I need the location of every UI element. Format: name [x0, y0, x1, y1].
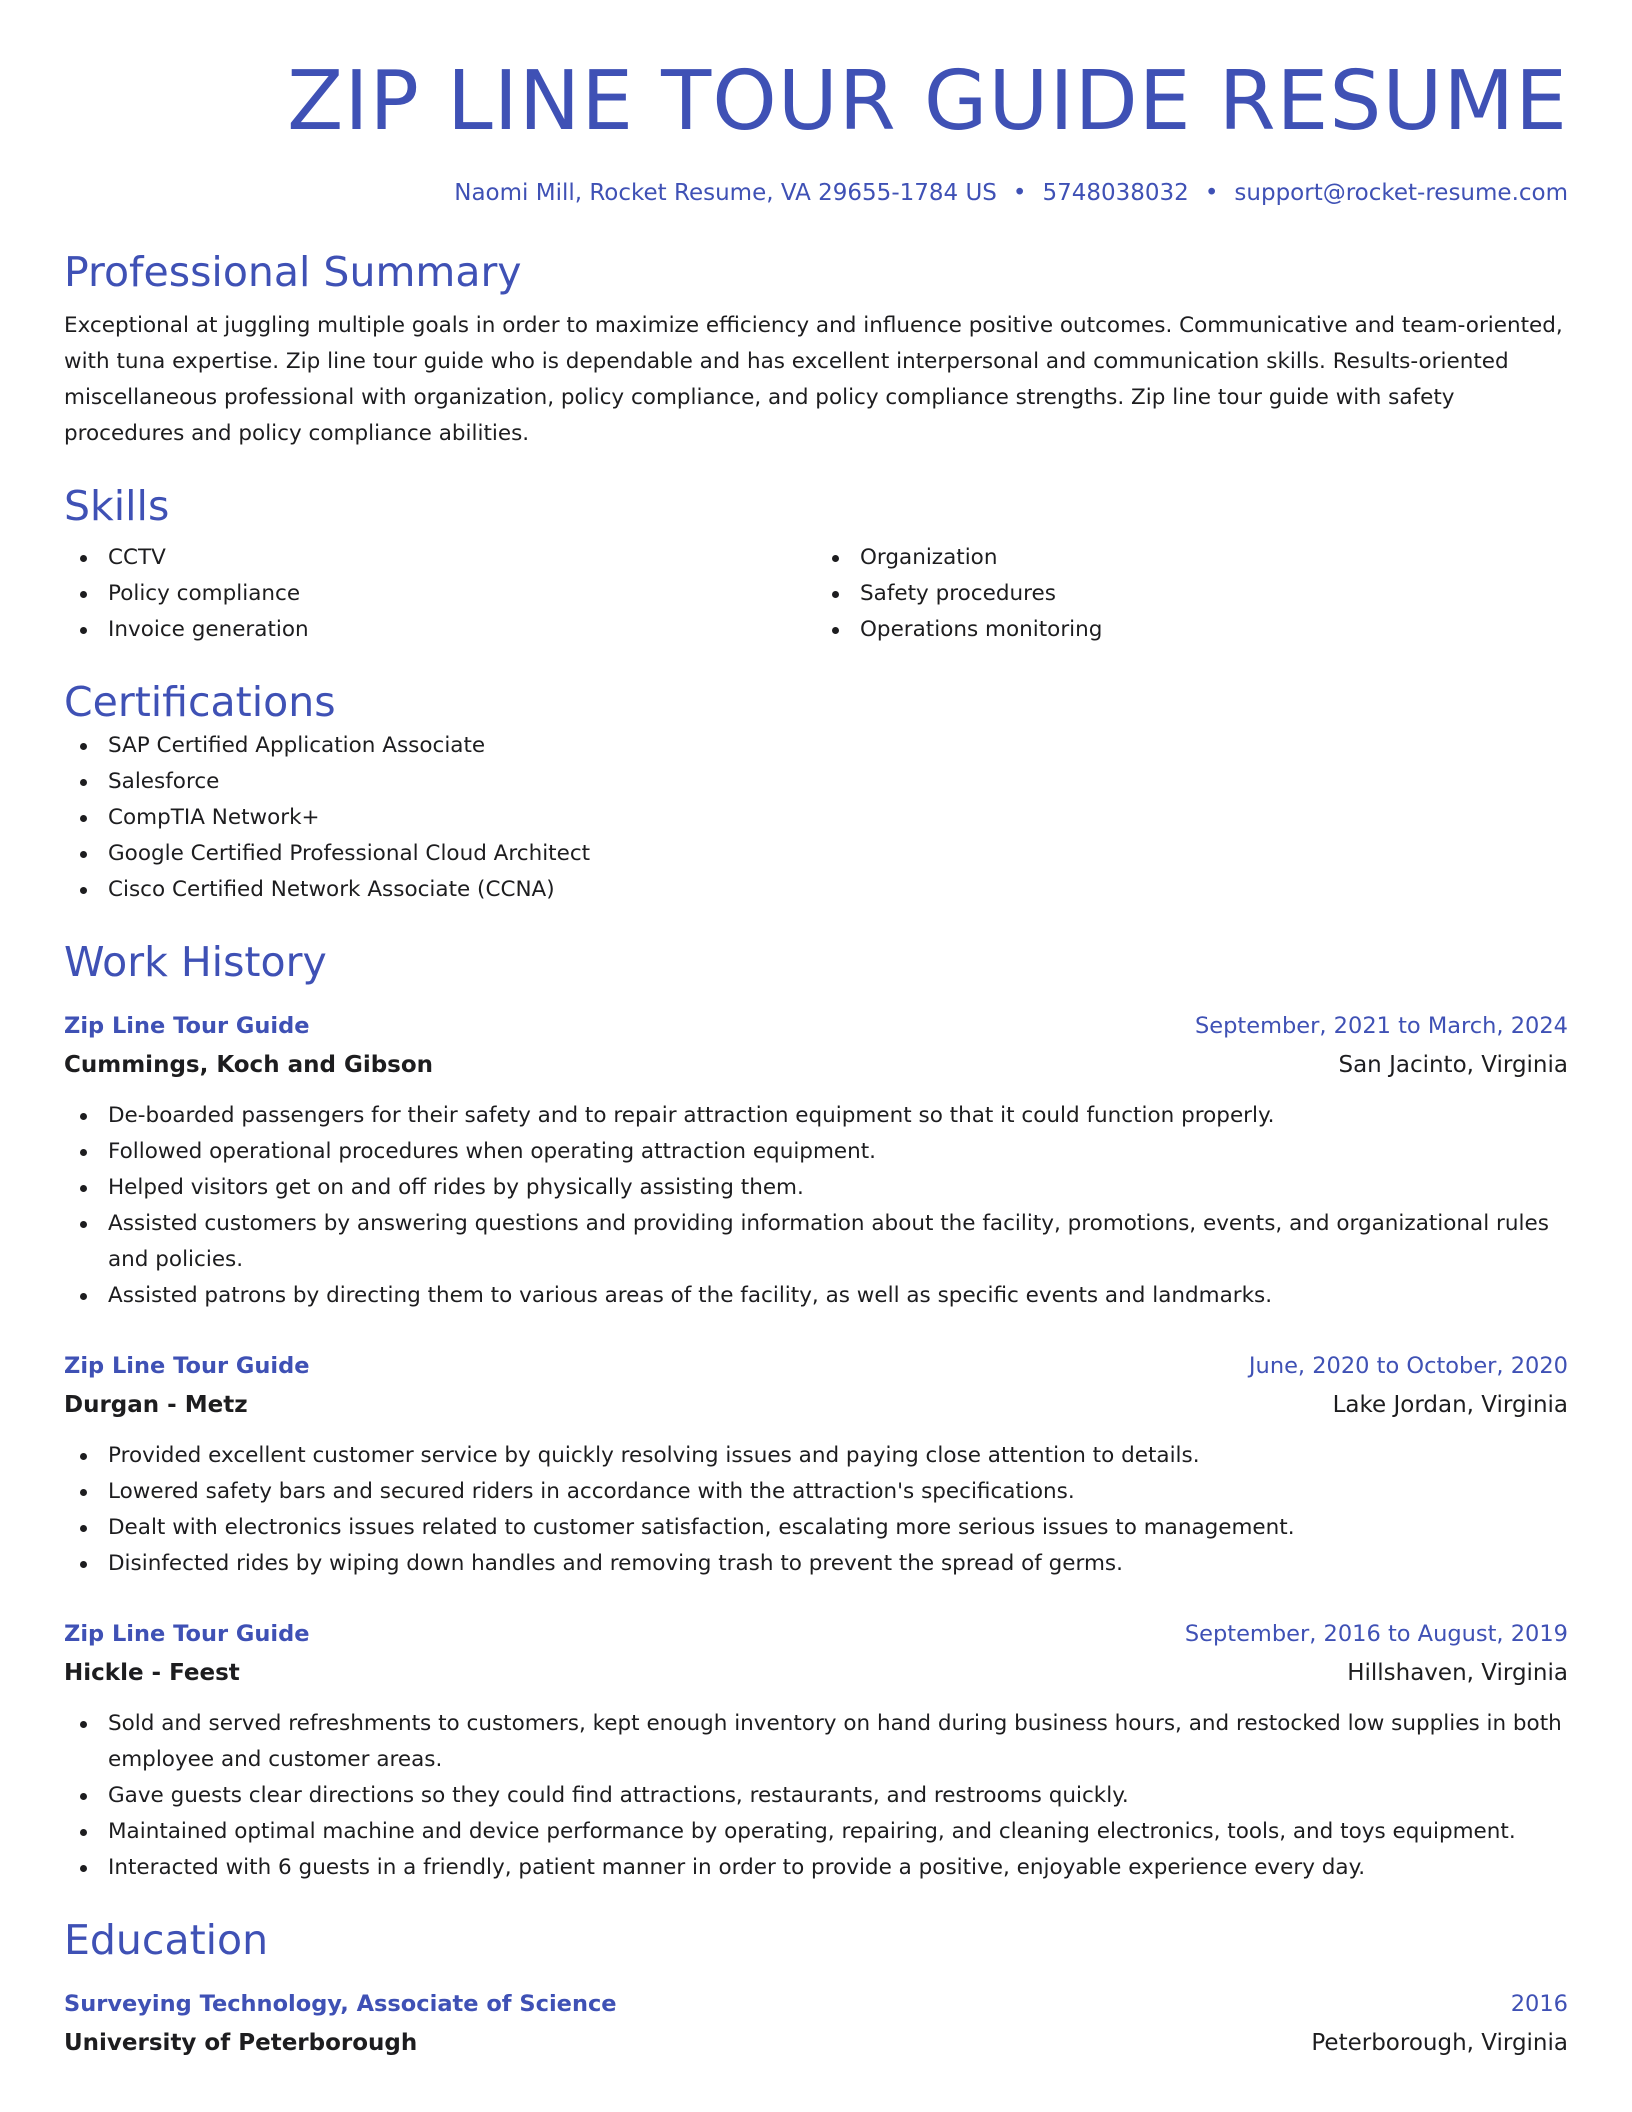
- job-title-row: [64, 1006, 1568, 1046]
- education-entry: [64, 1984, 1568, 2062]
- job-dates: September, 2016 to August, 2019: [1184, 1621, 1568, 1647]
- job-title-row: [64, 1614, 1568, 1654]
- job-entry: [64, 1346, 1568, 1582]
- job-duties-list: [64, 1438, 1568, 1582]
- job-title: Zip Line Tour Guide: [64, 1013, 310, 1039]
- summary-heading: Professional Summary: [64, 248, 522, 296]
- work-history-section: [64, 936, 1568, 1886]
- job-duty-item: De-boarded passengers for their safety and to repair attraction equipment so that it could function properly.: [64, 1098, 1568, 1134]
- skills-heading: Skills: [64, 482, 170, 530]
- skill-item: Organization: [816, 540, 1568, 576]
- certification-item: CompTIA Network+: [64, 800, 1568, 836]
- job-duty-item: Lowered safety bars and secured riders in accordance with the attraction's specifications.: [64, 1474, 1568, 1510]
- skill-item: Operations monitoring: [816, 612, 1568, 648]
- certification-item: Salesforce: [64, 764, 1568, 800]
- summary-section: [64, 246, 1568, 452]
- job-duty-item: Assisted customers by answering questions and providing information about the facility, promotions, events, and organizational rules and policies.: [64, 1206, 1568, 1278]
- job-company: Cummings, Koch and Gibson: [64, 1052, 434, 1078]
- resume-header: [64, 54, 1568, 210]
- contact-separator: •: [1012, 180, 1027, 206]
- job-dates: September, 2021 to March, 2024: [1195, 1013, 1568, 1039]
- job-duty-item: Provided excellent customer service by quickly resolving issues and paying close attention to details.: [64, 1438, 1568, 1474]
- job-duty-item: Followed operational procedures when operating attraction equipment.: [64, 1134, 1568, 1170]
- skills-section: [64, 480, 1568, 648]
- certification-item: Google Certified Professional Cloud Architect: [64, 836, 1568, 872]
- job-company-row: [64, 1386, 1568, 1424]
- job-duty-item: Assisted patrons by directing them to various areas of the facility, as well as specific events and landmarks.: [64, 1278, 1568, 1314]
- education-school-row: [64, 2024, 1568, 2062]
- job-duties-list: [64, 1098, 1568, 1314]
- contact-email: support@rocket-resume.com: [1234, 180, 1568, 206]
- contact-address: Naomi Mill, Rocket Resume, VA 29655-1784 US: [454, 180, 997, 206]
- skills-list-left: [64, 540, 816, 648]
- skills-list-right: [816, 540, 1568, 648]
- skill-item: CCTV: [64, 540, 816, 576]
- job-duty-item: Maintained optimal machine and device performance by operating, repairing, and cleaning electronics, tools, and toys equipment.: [64, 1814, 1568, 1850]
- education-degree: Surveying Technology, Associate of Science: [64, 1991, 617, 2017]
- education-year: 2016: [1510, 1991, 1568, 2017]
- job-duty-item: Disinfected rides by wiping down handles and removing trash to prevent the spread of germs.: [64, 1546, 1568, 1582]
- work-history-heading: Work History: [64, 938, 327, 986]
- contact-phone: 5748038032: [1042, 180, 1189, 206]
- certification-item: Cisco Certified Network Associate (CCNA): [64, 872, 1568, 908]
- job-duties-list: [64, 1706, 1568, 1886]
- skills-grid: [64, 540, 1568, 648]
- contact-separator: •: [1204, 180, 1219, 206]
- summary-text: Exceptional at juggling multiple goals in order to maximize efficiency and influence positive outcomes. Communicative and team-oriented, with tuna expertise. Zip line tour guide who is dependable and has excellent interpersonal and communication skills. Results-oriented miscellaneous professional with organization, policy compliance, and policy compliance strengths. Zip line tour guide with safety procedures and policy compliance abilities.: [64, 313, 1563, 446]
- job-duty-item: Gave guests clear directions so they could find attractions, restaurants, and restrooms quickly.: [64, 1778, 1568, 1814]
- contact-line: [64, 176, 1568, 210]
- resume-title: ZIP LINE TOUR GUIDE RESUME: [287, 54, 1568, 149]
- skill-item: Invoice generation: [64, 612, 816, 648]
- job-duty-item: Sold and served refreshments to customers, kept enough inventory on hand during business hours, and restocked low supplies in both employee and customer areas.: [64, 1706, 1568, 1778]
- job-title: Zip Line Tour Guide: [64, 1353, 310, 1379]
- job-duty-item: Helped visitors get on and off rides by physically assisting them.: [64, 1170, 1568, 1206]
- education-degree-row: [64, 1984, 1568, 2024]
- skill-item: Safety procedures: [816, 576, 1568, 612]
- job-entry: [64, 1006, 1568, 1314]
- certification-item: SAP Certified Application Associate: [64, 728, 1568, 764]
- job-company-row: [64, 1654, 1568, 1692]
- job-title-row: [64, 1346, 1568, 1386]
- certifications-list: [64, 728, 1568, 908]
- job-location: Lake Jordan, Virginia: [1332, 1392, 1568, 1418]
- job-location: Hillshaven, Virginia: [1347, 1660, 1568, 1686]
- skill-item: Policy compliance: [64, 576, 816, 612]
- education-school: University of Peterborough: [64, 2030, 418, 2056]
- job-location: San Jacinto, Virginia: [1338, 1052, 1568, 1078]
- education-location: Peterborough, Virginia: [1311, 2030, 1568, 2056]
- job-duty-item: Interacted with 6 guests in a friendly, patient manner in order to provide a positive, enjoyable experience every day.: [64, 1850, 1568, 1886]
- certifications-heading: Certifications: [64, 678, 336, 726]
- certifications-section: [64, 676, 1568, 908]
- education-heading: Education: [64, 1916, 269, 1964]
- job-duty-item: Dealt with electronics issues related to customer satisfaction, escalating more serious issues to management.: [64, 1510, 1568, 1546]
- job-entry: [64, 1614, 1568, 1886]
- education-section: [64, 1914, 1568, 2062]
- job-company: Hickle - Feest: [64, 1660, 240, 1686]
- job-company-row: [64, 1046, 1568, 1084]
- job-title: Zip Line Tour Guide: [64, 1621, 310, 1647]
- job-company: Durgan - Metz: [64, 1392, 248, 1418]
- job-dates: June, 2020 to October, 2020: [1248, 1353, 1568, 1379]
